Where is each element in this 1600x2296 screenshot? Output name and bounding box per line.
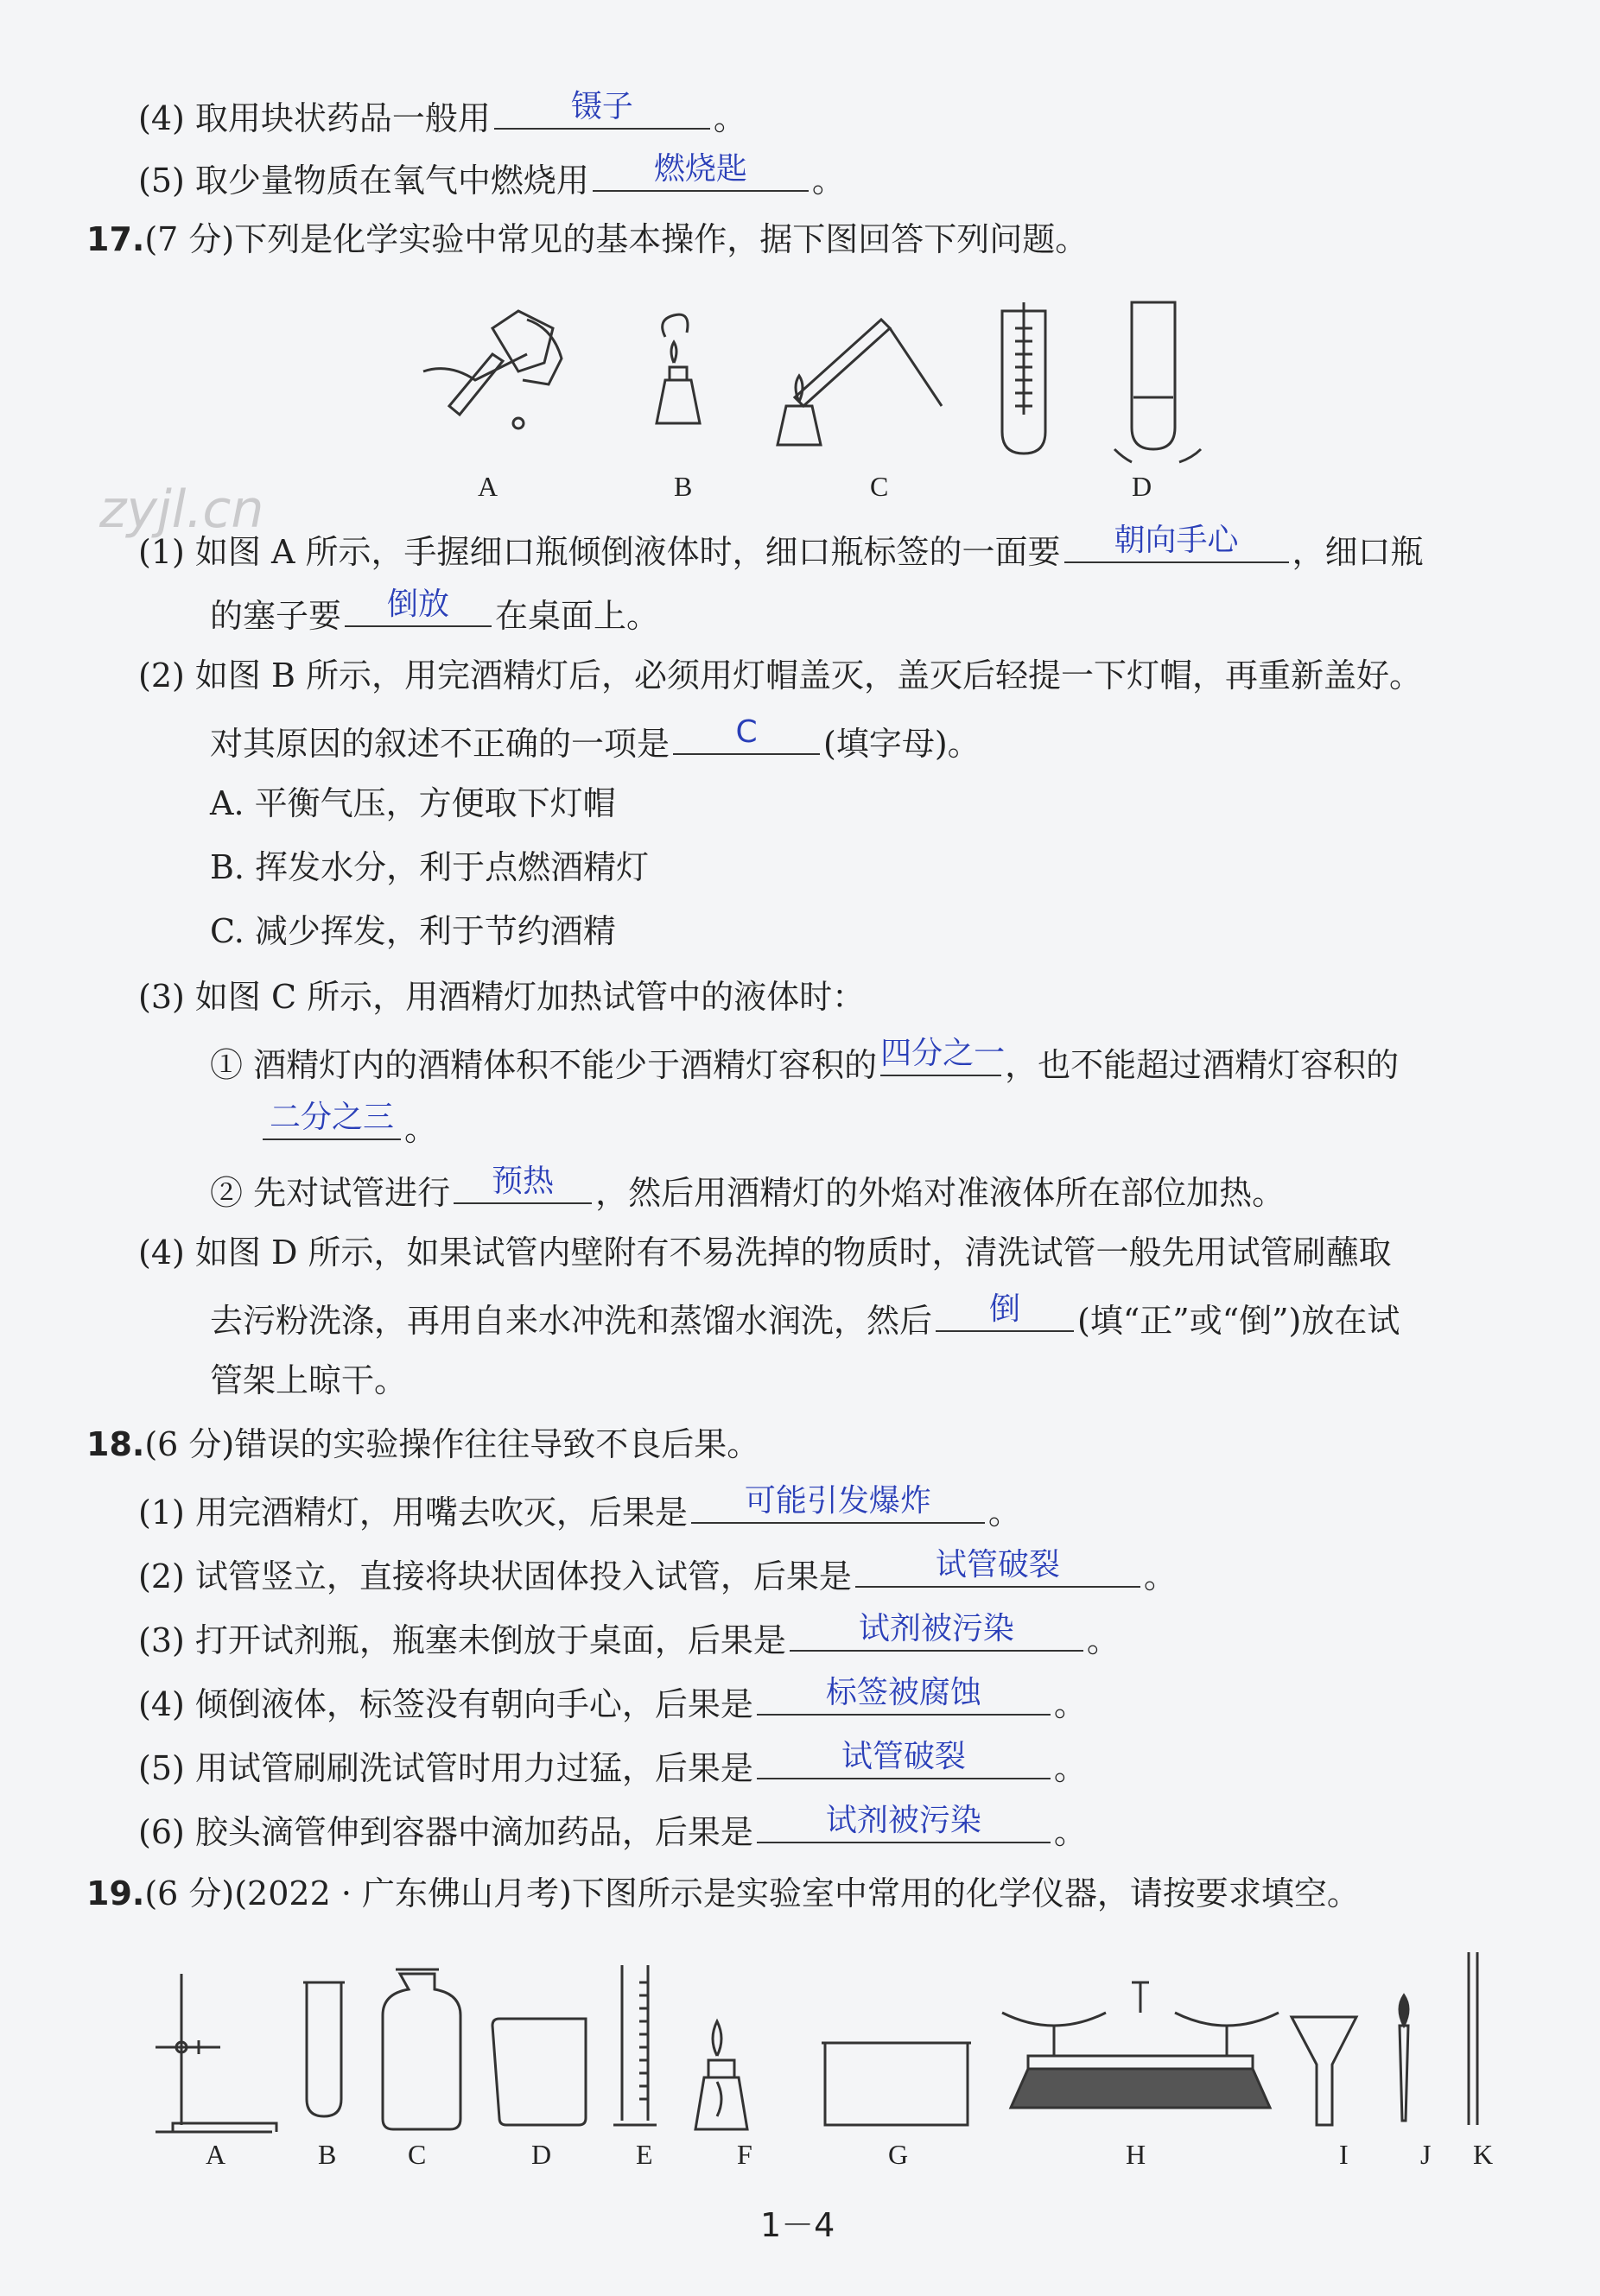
- q18-6: [138, 1803, 1087, 1853]
- fig17-label-c: C: [870, 471, 889, 502]
- fig17-label-b: B: [674, 471, 693, 502]
- fig19-g-trough: [822, 2043, 971, 2125]
- fig19-h-balance: [1002, 1982, 1279, 2108]
- q17-1-line1: [138, 523, 1424, 573]
- fig19-k-glass-rod: [1469, 1952, 1477, 2125]
- q17-2-line2: [210, 714, 981, 764]
- q18-3-text: (3) 打开试剂瓶，瓶塞未倒放于桌面，后果是: [138, 1621, 786, 1659]
- fig19-e-measuring-cylinder: [613, 1965, 657, 2125]
- q17-4-line3: 管架上晾干。: [210, 1361, 408, 1399]
- q18-5-text: (5) 用试管刷刷洗试管时用力过猛，后果是: [138, 1749, 753, 1787]
- q17-3-2-answer: 预热: [492, 1164, 555, 1199]
- fig19-label-h: H: [1126, 2139, 1146, 2170]
- q17-4-text: 去污粉洗涤，再用自来水冲洗和蒸馏水润洗，然后: [210, 1302, 933, 1340]
- q17-1-blank2[interactable]: [345, 587, 492, 627]
- fig19-label-b: B: [318, 2139, 337, 2170]
- q16-4-post: 。: [713, 99, 746, 137]
- q18-4-answer: 标签被腐蚀: [825, 1675, 981, 1710]
- q18-3: [138, 1611, 1120, 1661]
- q17-3-2-blank[interactable]: [454, 1164, 592, 1204]
- q18-5-answer: 试管破裂: [841, 1739, 966, 1774]
- q18-2-blank[interactable]: [855, 1547, 1140, 1588]
- q16-5-post: 。: [811, 162, 845, 200]
- q17-3-2: [210, 1164, 1286, 1214]
- fig19-c-bottle: [383, 1969, 460, 2129]
- fig19-label-g: G: [888, 2139, 909, 2170]
- q17-1-answer2: 倒放: [387, 587, 450, 622]
- q19-stem-text: (6 分)(2022 · 广东佛山月考)下图所示是实验室中常用的化学仪器，请按要求填空。: [144, 1874, 1360, 1912]
- fig17-b-lamp: [657, 314, 700, 423]
- q17-stem-text: (7 分)下列是化学实验中常见的基本操作，据下图回答下列问题。: [144, 220, 1089, 258]
- fig17-d-tube-tilt: [1114, 302, 1201, 462]
- q19-stem: [86, 1873, 1360, 1914]
- q17-3-1-text: ① 酒精灯内的酒精体积不能少于酒精灯容积的: [210, 1046, 878, 1084]
- q17-3-2-post: ，然后用酒精灯的外焰对准液体所在部位加热。: [595, 1174, 1286, 1212]
- fig17-label-a: A: [478, 471, 498, 502]
- q18-1-period: 。: [987, 1494, 1021, 1532]
- q17-3-1-line1: [210, 1036, 1400, 1086]
- fig19-f-alcohol-lamp: [695, 2021, 747, 2129]
- q17-3-1-answer1: 四分之一: [880, 1036, 1006, 1071]
- watermark: zyjl.cn: [99, 479, 264, 540]
- q18-stem: [86, 1424, 759, 1465]
- q17-1-mid: ，细口瓶: [1292, 533, 1424, 571]
- q18-1-blank[interactable]: [691, 1483, 985, 1524]
- q18-2-text: (2) 试管竖立，直接将块状固体投入试管，后果是: [138, 1557, 852, 1595]
- q18-5-blank[interactable]: [757, 1739, 1051, 1779]
- q16-4-blank[interactable]: [494, 89, 710, 130]
- q17-2-option-a: A. 平衡气压，方便取下灯帽: [210, 784, 616, 822]
- fig17-d-tube-brush: [1002, 302, 1045, 453]
- q16-4-answer: 镊子: [570, 89, 633, 124]
- fig17-label-d: D: [1132, 471, 1152, 502]
- fig19-label-a: A: [206, 2139, 226, 2170]
- q18-1-answer: 可能引发爆炸: [744, 1483, 931, 1519]
- q19-number: 19.: [86, 1874, 145, 1912]
- fig19-label-d: D: [531, 2139, 552, 2170]
- q17-2-blank[interactable]: [673, 714, 820, 755]
- q18-4-text: (4) 倾倒液体，标签没有朝向手心，后果是: [138, 1685, 753, 1723]
- q17-1-text: (1) 如图 A 所示，手握细口瓶倾倒液体时，细口瓶标签的一面要: [138, 533, 1061, 571]
- fig19-label-e: E: [636, 2139, 653, 2170]
- q17-3-stem: (3) 如图 C 所示，用酒精灯加热试管中的液体时：: [138, 978, 866, 1016]
- fig17-c-heating: [778, 320, 942, 445]
- q16-5-blank[interactable]: [593, 151, 809, 192]
- q18-1: [138, 1483, 1021, 1533]
- q18-6-answer: 试剂被污染: [825, 1803, 981, 1838]
- q17-2-text: 对其原因的叙述不正确的一项是: [210, 725, 670, 763]
- q17-1-blank1[interactable]: [1064, 523, 1289, 563]
- q17-2-line1: (2) 如图 B 所示，用完酒精灯后，必须用灯帽盖灭，盖灭后轻提一下灯帽，再重新盖好。: [138, 656, 1422, 695]
- q18-number: 18.: [86, 1425, 145, 1463]
- q17-stem: [86, 219, 1088, 260]
- fig19-label-i: I: [1339, 2139, 1349, 2170]
- q18-6-text: (6) 胶头滴管伸到容器中滴加药品，后果是: [138, 1813, 753, 1851]
- q17-4-post: (填“正”或“倒”)放在试: [1077, 1302, 1400, 1340]
- q18-4: [138, 1675, 1087, 1725]
- q18-4-blank[interactable]: [757, 1675, 1051, 1716]
- q17-4-line2: [210, 1291, 1400, 1341]
- q17-3-1-blank2[interactable]: [263, 1100, 401, 1140]
- fig19-i-funnel: [1292, 2017, 1356, 2125]
- figure-17: [397, 294, 1261, 466]
- q17-3-1-mid: ，也不能超过酒精灯容积的: [1005, 1046, 1400, 1084]
- q17-2-answer: C: [735, 714, 758, 750]
- q16-4-text: (4) 取用块状药品一般用: [138, 99, 491, 137]
- fig19-j-dropper: [1400, 1995, 1408, 2121]
- q17-4-answer: 倒: [989, 1291, 1021, 1327]
- q18-stem-text: (6 分)错误的实验操作往往导致不良后果。: [144, 1425, 760, 1463]
- q17-4-line1: (4) 如图 D 所示，如果试管内壁附有不易洗掉的物质时，清洗试管一般先用试管刷蘸取: [138, 1234, 1392, 1272]
- q18-1-text: (1) 用完酒精灯，用嘴去吹灭，后果是: [138, 1494, 688, 1532]
- q17-1-answer1: 朝向手心: [1114, 523, 1239, 558]
- q16-4: [138, 89, 746, 139]
- q16-5-text: (5) 取少量物质在氧气中燃烧用: [138, 162, 589, 200]
- fig19-label-f: F: [737, 2139, 752, 2170]
- q16-5: [138, 151, 845, 201]
- figure-19: [156, 1944, 1503, 2142]
- q18-3-blank[interactable]: [790, 1611, 1083, 1652]
- q18-3-period: 。: [1086, 1621, 1120, 1659]
- q17-2-option-c: C. 减少挥发，利于节约酒精: [210, 912, 616, 950]
- q18-3-answer: 试剂被污染: [858, 1611, 1014, 1646]
- q18-6-blank[interactable]: [757, 1803, 1051, 1843]
- fig19-label-c: C: [408, 2139, 427, 2170]
- q17-number: 17.: [86, 220, 145, 258]
- q17-4-blank[interactable]: [936, 1291, 1074, 1332]
- q17-3-1-line2: [259, 1100, 438, 1150]
- q18-2: [138, 1547, 1177, 1597]
- q18-2-period: 。: [1143, 1557, 1177, 1595]
- q17-2-post: (填字母)。: [823, 725, 981, 763]
- fig19-label-j: J: [1420, 2139, 1432, 2170]
- q18-6-period: 。: [1053, 1813, 1087, 1851]
- q17-2-option-b: B. 挥发水分，利于点燃酒精灯: [210, 848, 650, 886]
- q17-3-2-text: ② 先对试管进行: [210, 1174, 451, 1212]
- q18-5: [138, 1739, 1087, 1789]
- fig17-a-pouring: [423, 311, 562, 428]
- q17-3-1-answer2: 二分之三: [269, 1100, 394, 1135]
- q17-1-line2: [210, 587, 660, 637]
- fig19-label-k: K: [1473, 2139, 1494, 2170]
- q17-1-post2: 在桌面上。: [495, 597, 660, 635]
- q17-1-text2: 的塞子要: [210, 597, 342, 635]
- q18-4-period: 。: [1053, 1685, 1087, 1723]
- fig19-b-test-tube: [303, 1982, 345, 2116]
- q18-2-answer: 试管破裂: [935, 1547, 1060, 1582]
- q16-5-answer: 燃烧匙: [653, 151, 747, 187]
- page-number: 1－4: [760, 2206, 835, 2244]
- fig19-d-beaker: [492, 2019, 586, 2125]
- q17-3-1-blank1[interactable]: [880, 1036, 1006, 1076]
- q18-5-period: 。: [1053, 1749, 1087, 1787]
- fig19-a-iron-stand: [156, 1974, 276, 2132]
- q17-3-1-post: 。: [404, 1110, 438, 1148]
